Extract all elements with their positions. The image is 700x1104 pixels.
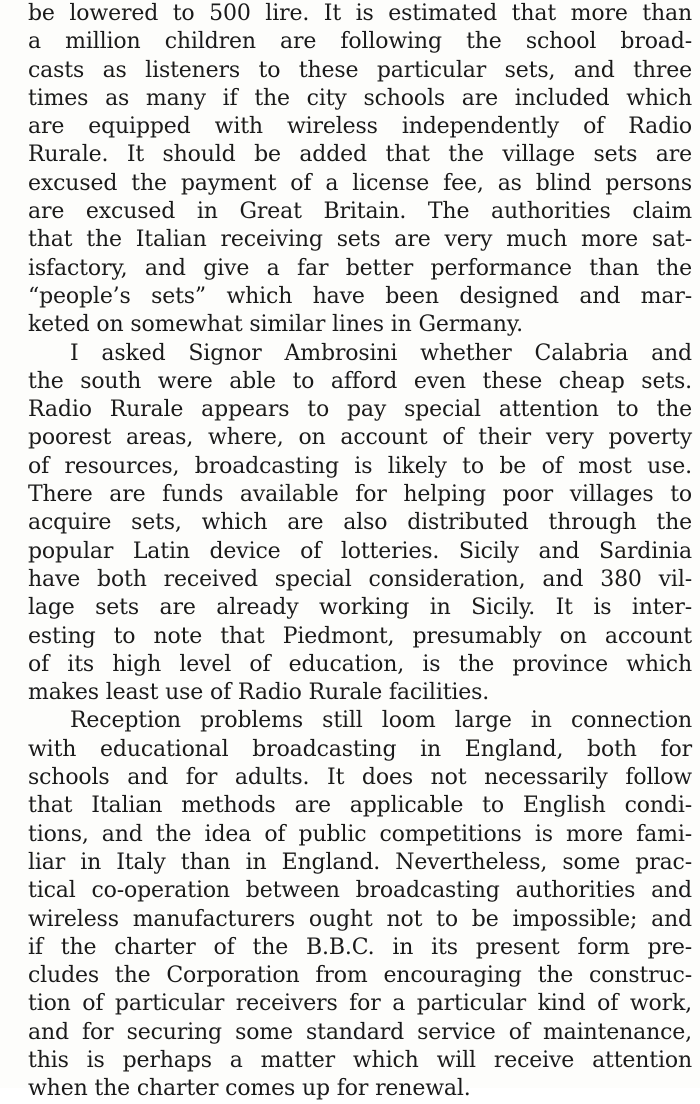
- text-line: acquire sets, which are also distributed through the: [28, 510, 692, 536]
- paragraph-p2: [28, 340, 692, 708]
- text-line: casts as listeners to these particular sets, and three: [28, 57, 692, 83]
- text-line: times as many if the city schools are included which: [28, 85, 692, 111]
- text-line: poorest areas, where, on account of their very poverty: [28, 425, 692, 451]
- text-line: if the charter of the B.B.C. in its present form pre-: [28, 934, 692, 960]
- text-line: and for securing some standard service of maintenance,: [28, 1019, 692, 1045]
- text-line: the south were able to afford even these cheap sets.: [28, 368, 692, 394]
- text-line: lage sets are already working in Sicily. It is inter-: [28, 595, 692, 621]
- text-line: Reception problems still loom large in connection: [70, 708, 692, 734]
- text-line: when the charter comes up for renewal.: [28, 1076, 471, 1102]
- text-line: of resources, broadcasting is likely to be of most use.: [28, 453, 692, 479]
- paragraph-p1: [28, 0, 692, 340]
- text-line: are excused in Great Britain. The authorities claim: [28, 199, 692, 225]
- text-line: “people’s sets” which have been designed and mar-: [28, 283, 692, 309]
- text-line: have both received special consideration, and 380 vil-: [28, 566, 692, 592]
- text-line: Rurale. It should be added that the village sets are: [28, 142, 692, 168]
- text-line: excused the payment of a license fee, as blind persons: [28, 170, 692, 196]
- text-line: makes least use of Radio Rurale facilities.: [28, 680, 490, 706]
- text-line: isfactory, and give a far better performance than the: [28, 255, 692, 281]
- text-line: a million children are following the school broad-: [28, 29, 692, 55]
- text-line: with educational broadcasting in England, both for: [28, 736, 692, 762]
- text-line: of its high level of education, is the province which: [28, 651, 692, 677]
- text-line: There are funds available for helping poor villages to: [28, 482, 692, 508]
- text-line: tical co-operation between broadcasting authorities and: [28, 878, 692, 904]
- text-line: that the Italian receiving sets are very much more sat-: [28, 227, 692, 253]
- text-line: keted on somewhat similar lines in Germany.: [28, 312, 523, 338]
- paragraph-p3: [28, 707, 692, 1103]
- text-line: that Italian methods are applicable to English condi-: [28, 793, 692, 819]
- text-line: popular Latin device of lotteries. Sicily and Sardinia: [28, 538, 692, 564]
- text-line: this is perhaps a matter which will receive attention: [28, 1047, 692, 1073]
- text-line: esting to note that Piedmont, presumably on account: [28, 623, 692, 649]
- text-line: Radio Rurale appears to pay special attention to the: [28, 397, 692, 423]
- text-line: tion of particular receivers for a particular kind of work,: [28, 991, 692, 1017]
- text-line: schools and for adults. It does not necessarily follow: [28, 765, 692, 791]
- text-line: cludes the Corporation from encouraging the construc-: [28, 963, 692, 989]
- text-line: be lowered to 500 lire. It is estimated that more than: [28, 1, 692, 26]
- text-line: liar in Italy than in England. Nevertheless, some prac-: [28, 849, 692, 875]
- text-line: tions, and the idea of public competitions is more fami-: [28, 821, 692, 847]
- text-column: [28, 0, 692, 1104]
- text-line: are equipped with wireless independently of Radio: [28, 114, 692, 140]
- text-line: I asked Signor Ambrosini whether Calabria and: [70, 340, 692, 366]
- text-line: wireless manufacturers ought not to be impossible; and: [28, 906, 692, 932]
